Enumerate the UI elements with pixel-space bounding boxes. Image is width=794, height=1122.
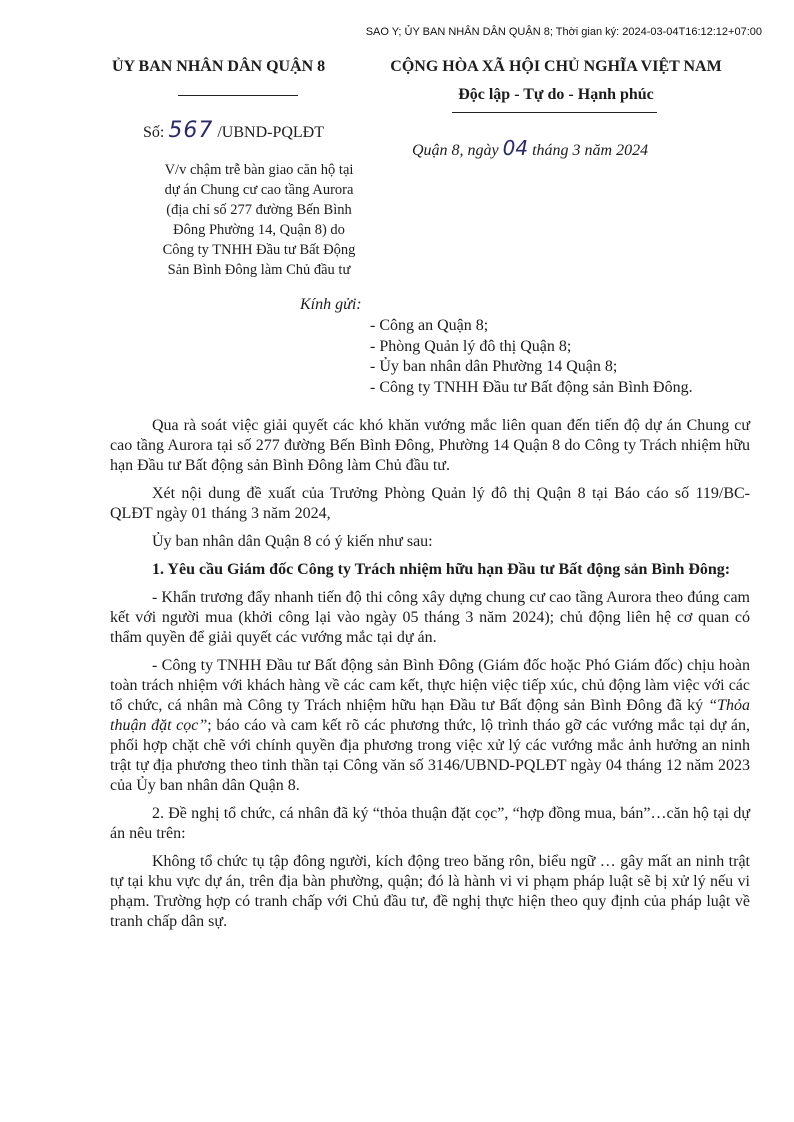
national-title: CỘNG HÒA XÃ HỘI CHỦ NGHĨA VIỆT NAM — [390, 58, 722, 75]
document-body — [110, 416, 750, 940]
body-paragraph: Xét nội dung đề xuất của Trưởng Phòng Quản lý đô thị Quận 8 tại Báo cáo số 119/BC-QLĐT ngày 01 tháng 3 năm 2024, — [110, 485, 750, 522]
subject-line: Công ty TNHH Đầu tư Bất Động — [162, 242, 356, 258]
document-number-suffix: /UBND-PQLĐT — [217, 124, 325, 141]
body-paragraph: Ủy ban nhân dân Quận 8 có ý kiến như sau: — [152, 533, 433, 550]
digital-signature-stamp: SAO Y; ỦY BAN NHÂN DÂN QUẬN 8; Thời gian ký: 2024-03-04T16:12:12+07:00 — [365, 26, 762, 38]
document-subject — [96, 160, 422, 280]
document-number-handwritten: 567 — [168, 118, 214, 143]
issuing-agency: ỦY BAN NHÂN DÂN QUẬN 8 — [112, 58, 326, 75]
place-date-before: Quận 8, ngày — [412, 142, 499, 159]
body-paragraph: - Khẩn trương đẩy nhanh tiến độ thi công xây dựng chung cư cao tầng Aurora theo đúng cam kết với người mua (khởi công lại vào ngày 05 tháng 3 năm 2024); chủ động liên hệ cơ quan có thẩm quyền để giải quyết các vướng mắc tại dự án. — [110, 589, 750, 646]
body-text: ; báo cáo và cam kết rõ các phương thức, lộ trình tháo gỡ các vướng mắc tại dự án, phối hợp chặt chẽ với chính quyền địa phương trong việc xử lý các vướng mắc ảnh hưởng an ninh trật tự địa phương theo tinh thần tại Công văn số 3146/UBND-PQLĐT ngày 04 tháng 12 năm 2023 của Ủy ban nhân dân Quận 8. — [110, 717, 750, 794]
national-motto: Độc lập - Tự do - Hạnh phúc — [458, 86, 654, 103]
subject-line: (địa chỉ số 277 đường Bến Bình — [166, 202, 352, 218]
recipient-item: - Công an Quận 8; — [370, 317, 489, 334]
recipient-item: - Phòng Quản lý đô thị Quận 8; — [370, 337, 572, 355]
subject-line: V/v chậm trễ bàn giao căn hộ tại — [164, 162, 354, 178]
place-date-after: tháng 3 năm 2024 — [532, 142, 649, 159]
document-number-prefix: Số: — [143, 124, 165, 141]
body-paragraph — [110, 656, 750, 796]
recipient-item: - Công ty TNHH Đầu tư Bất động sản Bình Đông. — [370, 378, 693, 396]
subject-line: dự án Chung cư cao tầng Aurora — [164, 182, 354, 198]
subject-line: Sản Bình Đông làm Chủ đầu tư — [167, 262, 351, 278]
place-and-date — [412, 136, 648, 160]
body-text: - Công ty TNHH Đầu tư Bất động sản Bình Đông (Giám đốc hoặc Phó Giám đốc) chịu hoàn toàn trách nhiệm với khách hàng về các cam kết, thực hiện việc tiếp xúc, chủ động làm việc với các tổ chức, cá nhân mà Công ty Trách nhiệm hữu hạn Đầu tư Bất động sản Bình Đông đã ký — [110, 657, 750, 714]
body-paragraph: Không tổ chức tụ tập đông người, kích động treo băng rôn, biểu ngữ … gây mất an ninh trật tự tại khu vực dự án, trên địa bàn phường, quận; đó là hành vi vi phạm pháp luật sẽ bị xử lý nếu vi phạm. Trường hợp có tranh chấp với Chủ đầu tư, đề nghị thực hiện theo quy định của pháp luật về tranh chấp dân sự. — [110, 853, 750, 930]
section-heading-2: 2. Đề nghị tổ chức, cá nhân đã ký “thỏa thuận đặt cọc”, “hợp đồng mua, bán”…căn hộ tại dự án nêu trên: — [110, 805, 750, 842]
motto-underline — [452, 112, 657, 113]
recipients-label: Kính gửi: — [300, 296, 362, 313]
body-paragraph: Qua rà soát việc giải quyết các khó khăn vướng mắc liên quan đến tiến độ dự án Chung cư cao tầng Aurora tại số 277 đường Bến Bình Đông, Phường 14 Quận 8 do Công ty Trách nhiệm hữu hạn Đầu tư Bất động sản Bình Đông làm Chủ đầu tư. — [110, 417, 750, 474]
body-text-italic: “Thỏa thuận đặt cọc” — [110, 697, 750, 734]
agency-underline — [178, 95, 298, 96]
section-heading-1: 1. Yêu cầu Giám đốc Công ty Trách nhiệm hữu hạn Đầu tư Bất động sản Bình Đông: — [152, 561, 731, 578]
recipients-list — [370, 316, 693, 398]
document-number — [143, 118, 324, 143]
recipient-item: - Ủy ban nhân dân Phường 14 Quận 8; — [370, 358, 618, 375]
subject-line: Đông Phường 14, Quận 8) do — [173, 222, 345, 238]
place-date-day-handwritten: 04 — [502, 136, 529, 160]
